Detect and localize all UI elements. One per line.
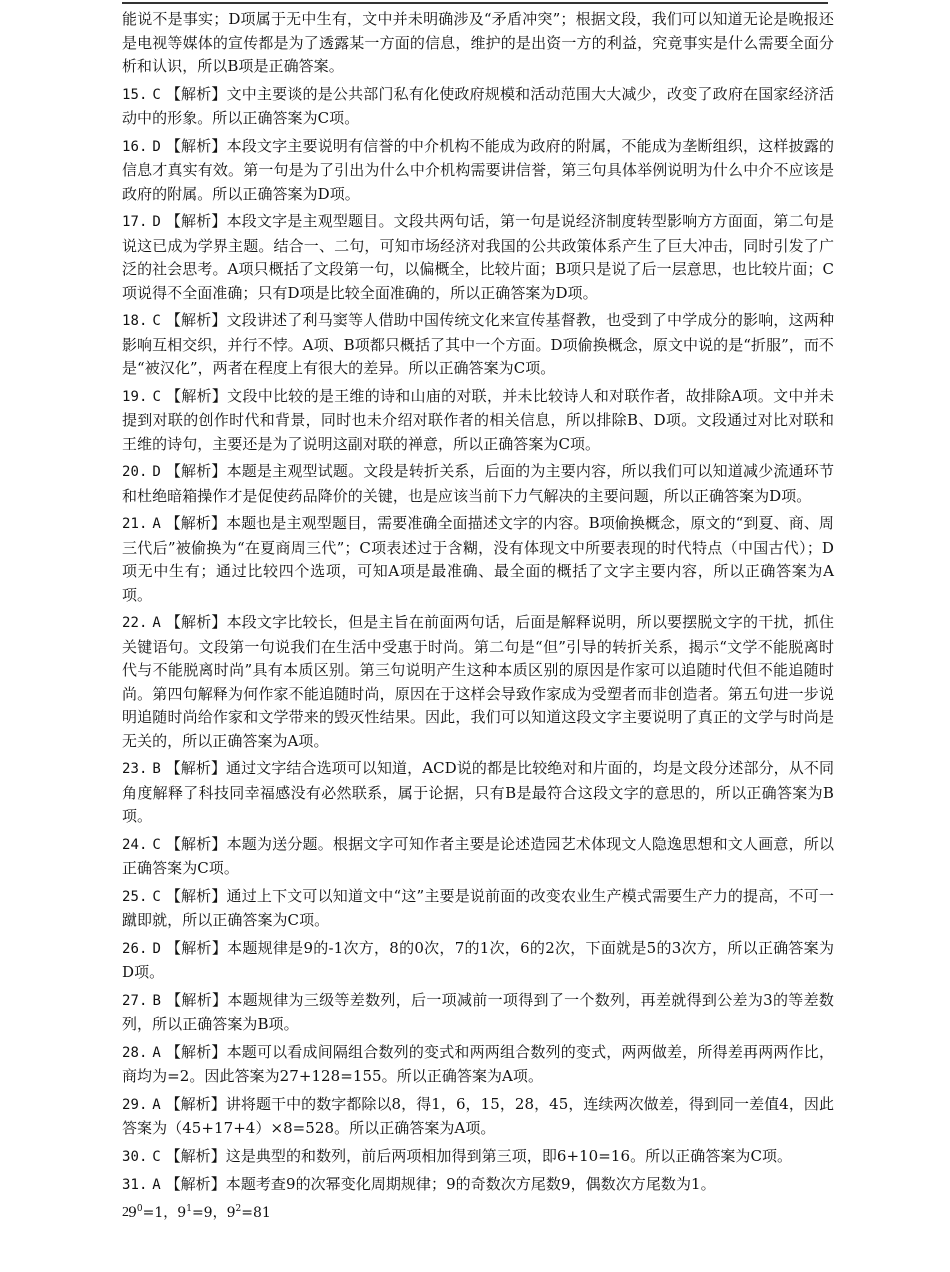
answer-letter: A bbox=[152, 1044, 161, 1061]
answer-item bbox=[122, 885, 834, 933]
answer-item bbox=[122, 460, 834, 508]
formula-value: =81 bbox=[241, 1204, 271, 1221]
formula-value: =9， bbox=[191, 1204, 227, 1221]
explanation-text: 【解析】本题是主观型试题。文段是转折关系，后面的为主要内容，所以我们可以知道减少流通环节和杜绝暗箱操作才是促使药品降价的关键，也是应该当前下力气解决的主要问题，所以正确答案为D项。 bbox=[122, 462, 834, 505]
explanation-text: 【解析】本段文字比较长，但是主旨在前面两句话，后面是解释说明，所以要摆脱文字的干扰，抓住关键语句。文段第一句说我们在生活中受惠于时尚。第二句是“但”引导的转折关系，揭示“文学不能脱离时代与不能脱离时尚”具有本质区别。第三句说明产生这种本质区别的原因是作家可以追随时代但不能追随时尚。第四句解释为何作家不能追随时尚，原因在于这样会导致作家成为受塑者而非创造者。第五句进一步说明追随时尚给作家和文学带来的毁灭性结果。因此，我们可以知道这段文字主要说明了真正的文学与时尚是无关的，所以正确答案为A项。 bbox=[122, 613, 834, 750]
explanation-text: 【解析】本段文字是主观型题目。文段共两句话，第一句是说经济制度转型影响方方面面，第二句是说这已成为学界主题。结合一、二句，可知市场经济对我国的公共政策体系产生了巨大冲击，同时引发了广泛的社会思考。A项只概括了文段第一句，以偏概全，比较片面；B项只是说了后一层意思，也比较片面；C项说得不全面准确；只有D项是比较全面准确的，所以正确答案为D项。 bbox=[122, 212, 834, 302]
question-number: 29. bbox=[122, 1096, 148, 1113]
answer-letter: C bbox=[152, 388, 161, 405]
answer-letter: C bbox=[152, 1148, 161, 1165]
top-rule bbox=[122, 2, 828, 4]
answer-letter: A bbox=[152, 516, 161, 532]
answer-letter: C bbox=[152, 888, 161, 905]
page-number: 2 bbox=[122, 1205, 129, 1220]
explanation-text: 【解析】本段文字主要说明有信誉的中介机构不能成为政府的附属，不能成为垄断组织，这样披露的信息才真实有效。第一句是为了引出为什么中介机构需要讲信誉，第三句具体举例说明为什么中介不应该是政府的附属。所以正确答案为D项。 bbox=[122, 136, 834, 203]
power-formula bbox=[128, 1202, 834, 1224]
answer-content bbox=[122, 8, 834, 1224]
question-number: 26. bbox=[122, 940, 148, 957]
answer-item bbox=[122, 833, 834, 881]
explanation-text: 【解析】文段中比较的是王维的诗和山庙的对联，并未比较诗人和对联作者，故排除A项。文中并未提到对联的创作时代和背景，同时也未介绍对联作者的相关信息，所以排除B、D项。文段通过对比对联和王维的诗句，主要还是为了说明这副对联的禅意，所以正确答案为C项。 bbox=[122, 386, 834, 453]
answer-letter: D bbox=[152, 940, 161, 957]
explanation-text: 【解析】本题也是主观型题目，需要准确全面描述文字的内容。B项偷换概念，原文的“到夏、商、周三代后”被偷换为“在夏商周三代”；C项表述过于含糊，没有体现文中所要表现的时代特点（中国古代）；D项无中生有；通过比较四个选项，可知A项是最准确、最全面的概括了文字主要内容，所以正确答案为A项。 bbox=[122, 514, 834, 604]
answer-letter: C bbox=[152, 313, 161, 329]
answer-letter: B bbox=[152, 992, 161, 1009]
question-number: 22. bbox=[122, 615, 148, 631]
answer-item bbox=[122, 757, 834, 829]
explanation-text: 【解析】文段讲述了利马窦等人借助中国传统文化来宣传基督教，也受到了中学成分的影响，这两种影响互相交织，并行不悖。A项、B项都只概括了其中一个方面。D项偷换概念，原文中说的是“折服”，而不是“被汉化”，两者在程度上有很大的差异。所以正确答案为C项。 bbox=[122, 311, 834, 377]
answer-item bbox=[122, 1145, 834, 1170]
question-number: 31. bbox=[122, 1177, 148, 1193]
question-number: 16. bbox=[122, 138, 148, 155]
question-number: 28. bbox=[122, 1044, 148, 1061]
intro-paragraph: 能说不是事实；D项属于无中生有，文中并未明确涉及“矛盾冲突”；根据文段，我们可以知道无论是晚报还是电视等媒体的宣传都是为了透露某一方面的信息，维护的是出资一方的利益，究竟事实是什么需要全面分析和认识，所以B项是正确答案。 bbox=[122, 10, 834, 75]
question-number: 15. bbox=[122, 86, 148, 103]
explanation-text: 【解析】本题规律是9的-1次方，8的0次，7的1次，6的2次，下面就是5的3次方，所以正确答案为D项。 bbox=[122, 938, 834, 981]
explanation-text: 【解析】本题考查9的次幂变化周期规律；9的奇数次方尾数9，偶数次方尾数为1。 bbox=[165, 1175, 716, 1193]
explanation-text: 【解析】文中主要谈的是公共部门私有化使政府规模和活动范围大大减少，改变了政府在国家经济活动中的形象。所以正确答案为C项。 bbox=[122, 84, 834, 127]
formula-exponent: 2 bbox=[235, 1203, 242, 1214]
formula-base: 9 bbox=[128, 1204, 137, 1221]
explanation-text: 【解析】本题可以看成间隔组合数列的变式和两两组合数列的变式，两两做差，所得差再两两作比，商均为=2。因此答案为27+128=155。所以正确答案为A项。 bbox=[122, 1042, 834, 1085]
explanation-text: 【解析】本题为送分题。根据文字可知作者主要是论述造园艺术体现文人隐逸思想和文人画意，所以正确答案为C项。 bbox=[122, 834, 834, 877]
explanation-text: 【解析】本题规律为三级等差数列，后一项减前一项得到了一个数列，再差就得到公差为3的等差数列，所以正确答案为B项。 bbox=[122, 990, 834, 1033]
answer-letter: A bbox=[152, 615, 161, 631]
explanation-text: 【解析】通过文字结合选项可以知道，ACD说的都是比较绝对和片面的，均是文段分述部分，从不同角度解释了科技同幸福感没有必然联系，属于论据，只有B是最符合这段文字的意思的，所以正确答案为B项。 bbox=[122, 759, 835, 825]
answer-item bbox=[122, 512, 834, 607]
answer-item bbox=[122, 83, 834, 131]
question-number: 30. bbox=[122, 1148, 148, 1165]
answer-item bbox=[122, 210, 834, 305]
explanation-text: 【解析】这是典型的和数列，前后两项相加得到第三项，即6+10=16。所以正确答案为C项。 bbox=[165, 1146, 793, 1165]
answer-item bbox=[122, 385, 834, 457]
answer-item bbox=[122, 611, 834, 753]
answer-letter: C bbox=[152, 836, 161, 853]
question-number: 24. bbox=[122, 836, 148, 853]
answer-letter: C bbox=[152, 86, 161, 103]
formula-base: 9 bbox=[226, 1204, 236, 1221]
answer-letter: D bbox=[152, 214, 161, 230]
answer-item bbox=[122, 1093, 834, 1141]
formula-value: =1， bbox=[142, 1204, 178, 1221]
question-number: 25. bbox=[122, 888, 148, 905]
answer-item bbox=[122, 989, 834, 1037]
explanation-text: 【解析】讲将题干中的数字都除以8，得1，6，15，28，45，连续两次做差，得到同一差值4，因此答案为（45+17+4）×8=528。所以正确答案为A项。 bbox=[122, 1094, 835, 1137]
answer-letter: A bbox=[152, 1177, 161, 1193]
answer-item bbox=[122, 937, 834, 985]
formula-base: 9 bbox=[177, 1204, 187, 1221]
question-number: 19. bbox=[122, 388, 148, 405]
answer-letter: A bbox=[152, 1096, 161, 1113]
formula-exponent: 0 bbox=[136, 1203, 143, 1214]
question-number: 20. bbox=[122, 464, 148, 480]
formula-exponent: 1 bbox=[186, 1203, 192, 1214]
answer-letter: D bbox=[152, 464, 161, 480]
question-number: 21. bbox=[122, 516, 148, 532]
explanation-text: 【解析】通过上下文可以知道文中“这”主要是说前面的改变农业生产模式需要生产力的提高，不可一蹴即就，所以正确答案为C项。 bbox=[122, 886, 834, 929]
question-number: 23. bbox=[122, 761, 148, 777]
answer-letter: D bbox=[152, 138, 161, 155]
answer-letter: B bbox=[152, 761, 161, 777]
answer-list bbox=[122, 83, 834, 1198]
answer-item bbox=[122, 309, 834, 381]
answer-item bbox=[122, 135, 834, 207]
question-number: 18. bbox=[122, 313, 148, 329]
question-number: 27. bbox=[122, 992, 148, 1009]
answer-item bbox=[122, 1173, 834, 1198]
question-number: 17. bbox=[122, 214, 148, 230]
answer-item bbox=[122, 1041, 834, 1089]
